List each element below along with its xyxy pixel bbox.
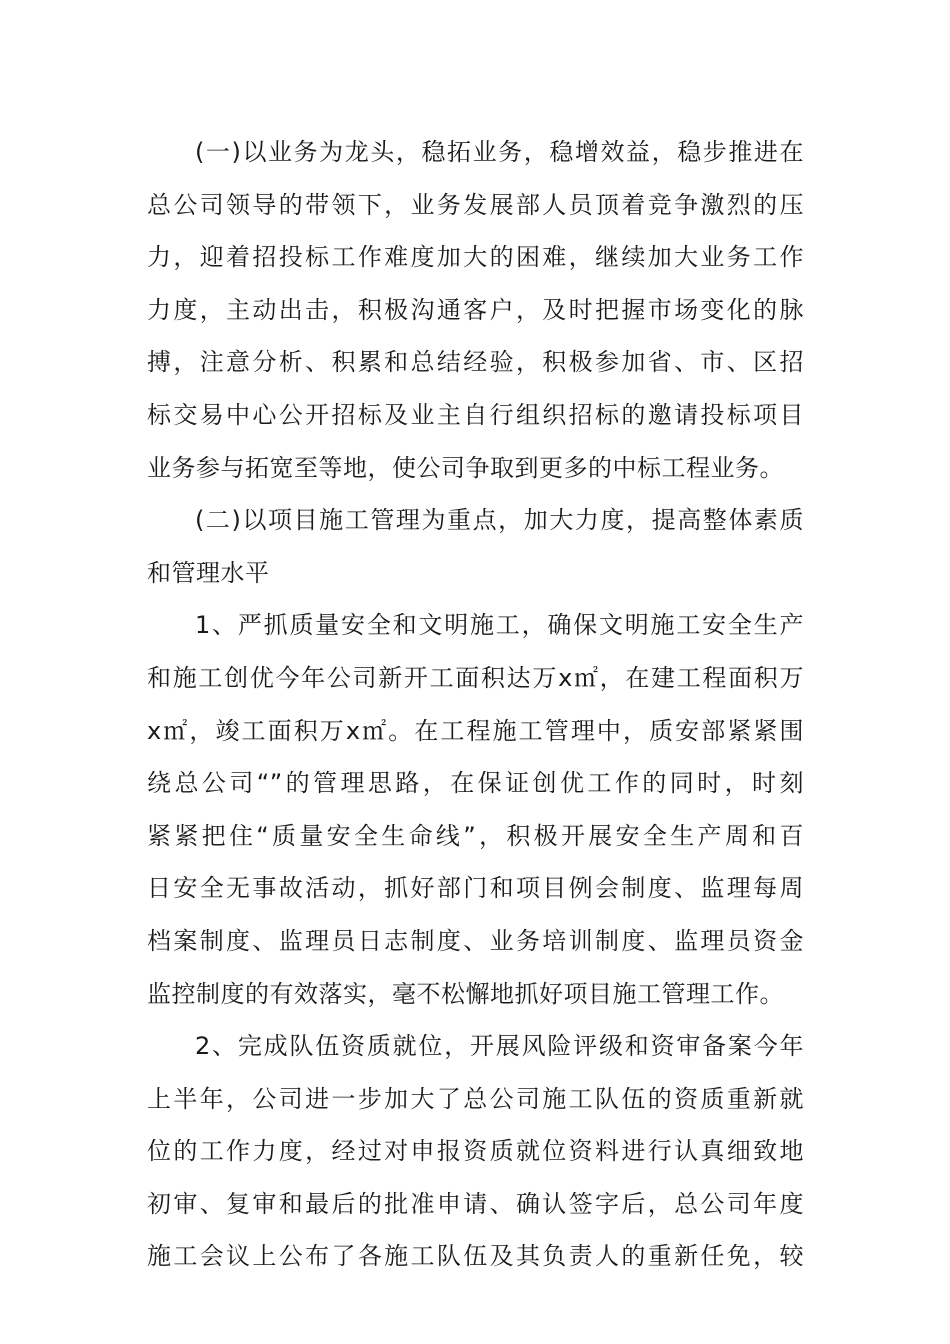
paragraph-2-line-2: 和管理水平 [147, 558, 270, 587]
paragraph-1-line-6: 标交易中心公开招标及业主自行组织招标的邀请投标项目 [147, 400, 804, 429]
paragraph-1-line-5: 搏，注意分析、积累和总结经验，积极参加省、市、区招 [147, 348, 804, 377]
paragraph-3-line-6: 日安全无事故活动，抓好部门和项目例会制度、监理每周 [147, 874, 804, 903]
paragraph-4-line-4: 初审、复审和最后的批准申请、确认签字后，总公司年度 [147, 1189, 804, 1218]
paragraph-3-line-5: 紧紧把住“质量安全生命线”，积极开展安全生产周和百 [147, 821, 804, 850]
paragraph-3-line-1: 1、严抓质量安全和文明施工，确保文明施工安全生产 [195, 611, 804, 640]
paragraph-2-line-1: (二)以项目施工管理为重点，加大力度，提高整体素质 [195, 506, 804, 535]
paragraph-1-line-3: 力，迎着招投标工作难度加大的困难，继续加大业务工作 [147, 243, 804, 272]
paragraph-3-line-7: 档案制度、监理员日志制度、业务培训制度、监理员资金 [147, 926, 804, 955]
paragraph-1-line-2: 总公司领导的带领下，业务发展部人员顶着竞争激烈的压 [147, 190, 804, 219]
paragraph-4-line-5: 施工会议上公布了各施工队伍及其负责人的重新任免，较 [147, 1242, 804, 1271]
paragraph-4-line-3: 位的工作力度，经过对申报资质就位资料进行认真细致地 [147, 1137, 804, 1166]
document-body [147, 126, 804, 1283]
paragraph-1-line-1: (一)以业务为龙头，稳拓业务，稳增效益，稳步推进在 [195, 138, 804, 166]
paragraph-3-line-4: 绕总公司“”的管理思路，在保证创优工作的同时，时刻 [147, 769, 804, 798]
paragraph-1-line-4: 力度，主动出击，积极沟通客户，及时把握市场变化的脉 [147, 295, 804, 324]
paragraph-3-line-2: 和施工创优今年公司新开工面积达万x㎡，在建工程面积万 [147, 663, 804, 692]
paragraph-3-line-3: x㎡，竣工面积万x㎡。在工程施工管理中，质安部紧紧围 [147, 716, 804, 745]
paragraph-4-line-1: 2、完成队伍资质就位，开展风险评级和资审备案今年 [195, 1032, 804, 1061]
paragraph-3-line-8: 监控制度的有效落实，毫不松懈地抓好项目施工管理工作。 [147, 979, 784, 1008]
paragraph-1-line-7: 业务参与拓宽至等地，使公司争取到更多的中标工程业务。 [147, 453, 784, 482]
paragraph-4-line-2: 上半年，公司进一步加大了总公司施工队伍的资质重新就 [147, 1084, 804, 1113]
